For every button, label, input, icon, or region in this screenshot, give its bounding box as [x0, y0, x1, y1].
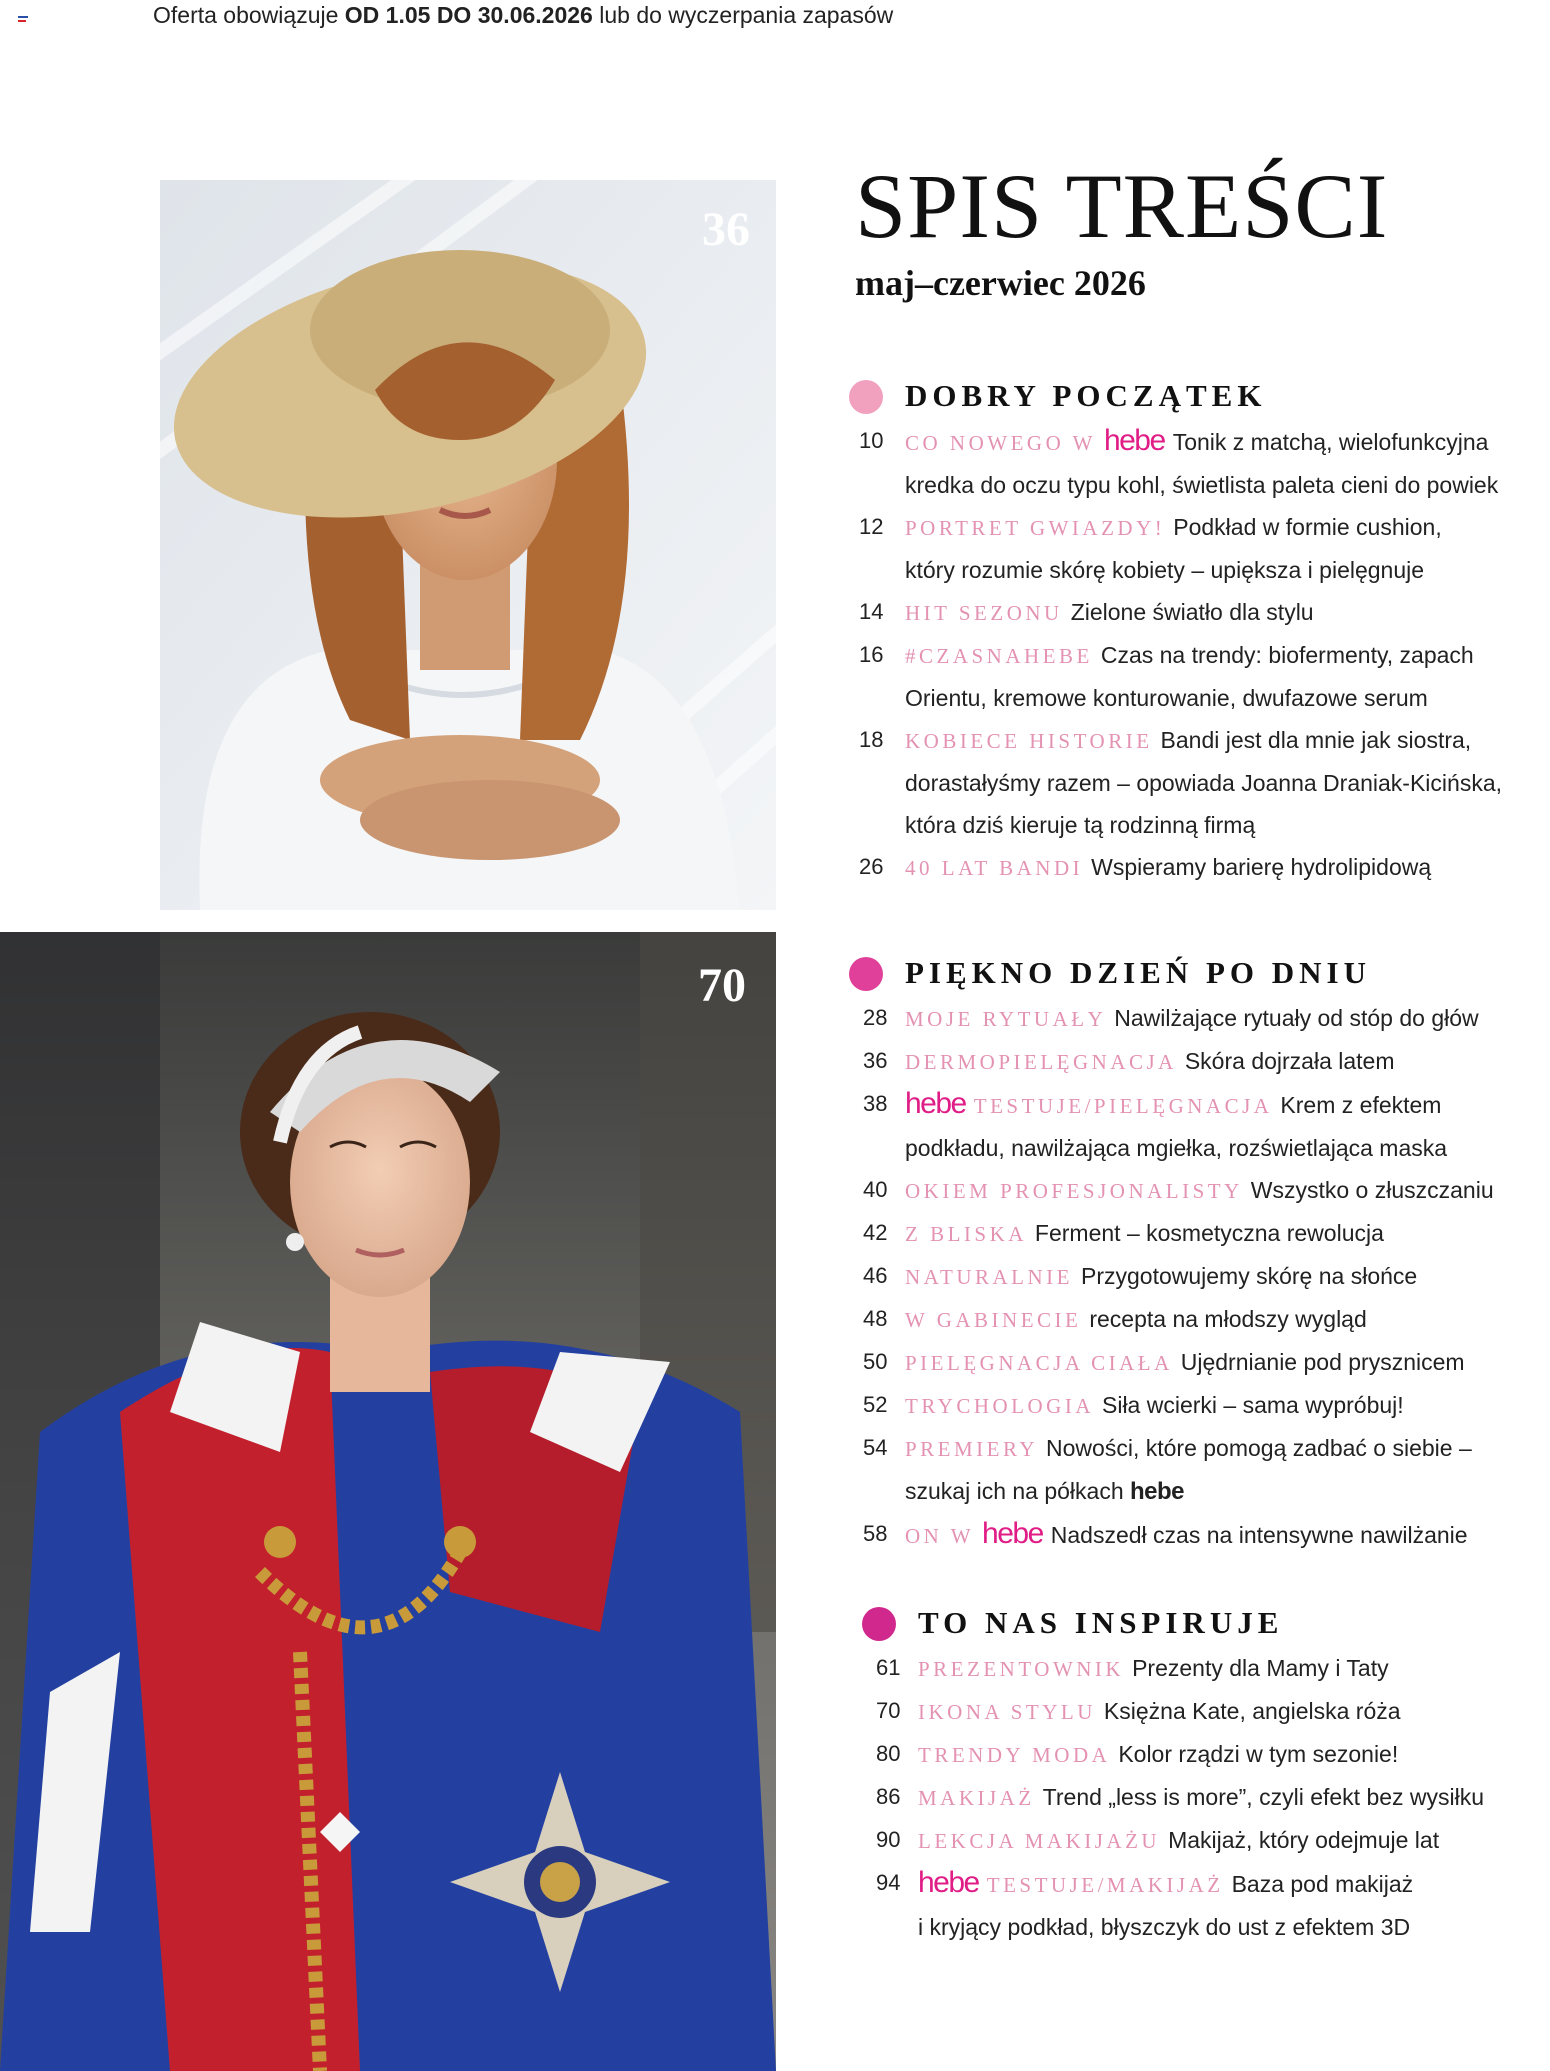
toc-section-dobry-poczatek [845, 376, 1545, 889]
entry-category: DERMOPIELĘGNACJA [905, 1050, 1177, 1074]
entry-category: MAKIJAŻ [918, 1786, 1035, 1810]
entry-text: Podkład w formie cushion, [1173, 514, 1442, 540]
entry-text: Trend „less is more”, czyli efekt bez wysiłku [1042, 1784, 1485, 1810]
hebe-logo: hebe [982, 1517, 1043, 1550]
offer-prefix: Oferta obowiązuje [153, 2, 339, 28]
entry-category: 40 LAT BANDI [905, 856, 1084, 880]
entry-text: recepta na młodszy wygląd [1089, 1306, 1367, 1332]
photo-woman-straw-hat [160, 180, 776, 910]
entry-category: LEKCJA MAKIJAŻU [918, 1829, 1161, 1853]
entry-text: podkładu, nawilżająca mgiełka, rozświetlająca maska [905, 1135, 1448, 1161]
entry-text: Przygotowujemy skórę na słońce [1080, 1263, 1418, 1289]
entry-page: 12 [859, 514, 884, 539]
toc-entry[interactable] [845, 719, 1545, 846]
offer-notice [153, 2, 893, 29]
entry-category: TRENDY MODA [918, 1743, 1111, 1767]
section-header [845, 376, 1545, 420]
entry-text: Nowości, które pomogą zadbać o siebie – [1046, 1435, 1472, 1461]
section-bullet [862, 1607, 896, 1641]
entry-text: Orientu, kremowe konturowanie, dwufazowe serum [905, 685, 1428, 711]
entry-text: Makijaż, który odejmuje lat [1168, 1827, 1440, 1853]
entry-text: która dziś kieruje tą rodzinną firmą [905, 812, 1256, 838]
entry-category: TESTUJE/PIELĘGNACJA [973, 1094, 1273, 1118]
toc-entry[interactable] [845, 1040, 1545, 1083]
entry-text: Wspieramy barierę hydrolipidową [1091, 854, 1432, 880]
entry-text: Nawilżające rytuały od stóp do głów [1114, 1005, 1479, 1031]
section-title: DOBRY POCZĄTEK [905, 378, 1267, 413]
entry-category: PREMIERY [905, 1437, 1039, 1461]
entry-page: 18 [859, 727, 884, 752]
entry-page: 42 [863, 1220, 888, 1245]
section-title: PIĘKNO DZIEŃ PO DNIU [905, 955, 1372, 990]
entry-page: 94 [876, 1870, 901, 1895]
entry-text: szukaj ich na półkach [905, 1478, 1124, 1504]
issue-date: maj–czerwiec 2026 [855, 263, 1146, 303]
toc-entry[interactable] [845, 420, 1545, 506]
toc-entry[interactable] [845, 846, 1545, 889]
entry-category: ON W [905, 1524, 975, 1548]
entry-category: PIELĘGNACJA CIAŁA [905, 1351, 1173, 1375]
toc-entry[interactable] [845, 1298, 1545, 1341]
entry-text: Prezenty dla Mamy i Taty [1132, 1655, 1389, 1681]
entry-page: 14 [859, 599, 884, 624]
entry-text: Krem z efektem [1280, 1092, 1442, 1118]
toc-entry[interactable] [845, 506, 1545, 591]
entry-page: 48 [863, 1306, 888, 1331]
entry-text: Baza pod makijaż [1231, 1871, 1414, 1897]
entry-text: i kryjący podkład, błyszczyk do ust z efektem 3D [918, 1914, 1411, 1940]
toc-entry[interactable] [845, 634, 1545, 719]
entry-text: Ferment – kosmetyczna rewolucja [1034, 1220, 1384, 1246]
hebe-logo: hebe [905, 1087, 966, 1120]
entry-category: PORTRET GWIAZDY! [905, 516, 1166, 540]
section-title: TO NAS INSPIRUJE [918, 1605, 1284, 1640]
entry-category: TESTUJE/MAKIJAŻ [986, 1873, 1224, 1897]
entry-text: dorastałyśmy razem – opowiada Joanna Draniak-Kicińska, [905, 770, 1503, 796]
entry-page: 28 [863, 1005, 888, 1030]
toc-entry[interactable] [858, 1733, 1550, 1776]
entry-text: kredka do oczu typu kohl, świetlista paleta cieni do powiek [905, 472, 1499, 498]
entry-page: 10 [859, 428, 884, 453]
entry-text: Ujędrnianie pod prysznicem [1180, 1349, 1465, 1375]
entry-category: IKONA STYLU [918, 1700, 1096, 1724]
toc-entry[interactable] [858, 1862, 1550, 1948]
entry-page: 90 [876, 1827, 901, 1852]
entry-category: NATURALNIE [905, 1265, 1073, 1289]
section-bullet [849, 957, 883, 991]
toc-entry[interactable] [845, 1169, 1545, 1212]
entry-text: Tonik z matchą, wielofunkcyjna [1172, 429, 1489, 455]
entry-category: OKIEM PROFESJONALISTY [905, 1179, 1243, 1203]
entry-page: 16 [859, 642, 884, 667]
offer-suffix: lub do wyczerpania zapasów [599, 2, 894, 28]
entry-page: 80 [876, 1741, 901, 1766]
hebe-logo: hebe [1103, 424, 1165, 457]
toc-entry[interactable] [845, 1083, 1545, 1169]
entry-category: #CZASNAHEBE [905, 644, 1093, 668]
section-bullet [849, 380, 883, 414]
entry-text: Nadszedł czas na intensywne nawilżanie [1050, 1522, 1468, 1548]
entry-page: 52 [863, 1392, 888, 1417]
entry-category: MOJE RYTUAŁY [905, 1007, 1107, 1031]
toc-entry[interactable] [845, 1427, 1545, 1513]
entry-page: 26 [859, 854, 884, 879]
page-title: SPIS TREŚCI [855, 155, 1389, 257]
toc-entry[interactable] [858, 1647, 1550, 1690]
entry-category: KOBIECE HISTORIE [905, 729, 1153, 753]
entry-page: 40 [863, 1177, 888, 1202]
offer-dates: OD 1.05 DO 30.06.2026 [344, 2, 593, 28]
entry-text: Księżna Kate, angielska róża [1103, 1698, 1401, 1724]
toc-section-piekno-dzien-po-dniu [845, 953, 1545, 1557]
photo-royal-ceremonial-robes [0, 932, 776, 2071]
toc-entry[interactable] [845, 997, 1545, 1040]
entry-category: HIT SEZONU [905, 601, 1063, 625]
section-header [845, 953, 1545, 997]
entry-page: 86 [876, 1784, 901, 1809]
entry-page: 36 [863, 1048, 888, 1073]
toc-entry[interactable] [858, 1776, 1550, 1819]
entry-category: Z BLISKA [905, 1222, 1027, 1246]
entry-page: 54 [863, 1435, 888, 1460]
toc-entry[interactable] [858, 1819, 1550, 1862]
entry-category: CO NOWEGO W [905, 431, 1096, 455]
entry-page: 46 [863, 1263, 888, 1288]
toc-entry[interactable] [845, 1341, 1545, 1384]
hebe-logo: hebe [918, 1866, 979, 1899]
entry-category: PREZENTOWNIK [918, 1657, 1125, 1681]
entry-category: W GABINECIE [905, 1308, 1082, 1332]
entry-page: 58 [863, 1521, 888, 1546]
entry-text: Czas na trendy: biofermenty, zapach [1100, 642, 1474, 668]
hebe-logo: hebe [1130, 1478, 1185, 1505]
toc-entry[interactable] [858, 1690, 1550, 1733]
entry-page: 70 [876, 1698, 901, 1723]
toc-section-to-nas-inspiruje [858, 1603, 1550, 1948]
corner-mark [18, 16, 28, 24]
toc-entry[interactable] [845, 1384, 1545, 1427]
entry-text: Skóra dojrzała latem [1184, 1048, 1395, 1074]
entry-text: Wszystko o złuszczaniu [1250, 1177, 1494, 1203]
photo-page-number: 36 [702, 203, 750, 256]
entry-text: który rozumie skórę kobiety – upiększa i pielęgnuje [905, 557, 1425, 583]
toc-entry[interactable] [845, 1513, 1545, 1557]
entry-page: 50 [863, 1349, 888, 1374]
toc-entry[interactable] [845, 591, 1545, 634]
toc-entry[interactable] [845, 1255, 1545, 1298]
entry-page: 38 [863, 1091, 888, 1116]
photo-page-number: 70 [698, 959, 746, 1012]
entry-text: Bandi jest dla mnie jak siostra, [1160, 727, 1472, 753]
entry-category: TRYCHOLOGIA [905, 1394, 1094, 1418]
entry-text: Kolor rządzi w tym sezonie! [1118, 1741, 1399, 1767]
section-header [858, 1603, 1550, 1647]
entry-text: Siła wcierki – sama wypróbuj! [1102, 1392, 1404, 1418]
toc-entry[interactable] [845, 1212, 1545, 1255]
entry-text: Zielone światło dla stylu [1070, 599, 1314, 625]
entry-page: 61 [876, 1655, 901, 1680]
